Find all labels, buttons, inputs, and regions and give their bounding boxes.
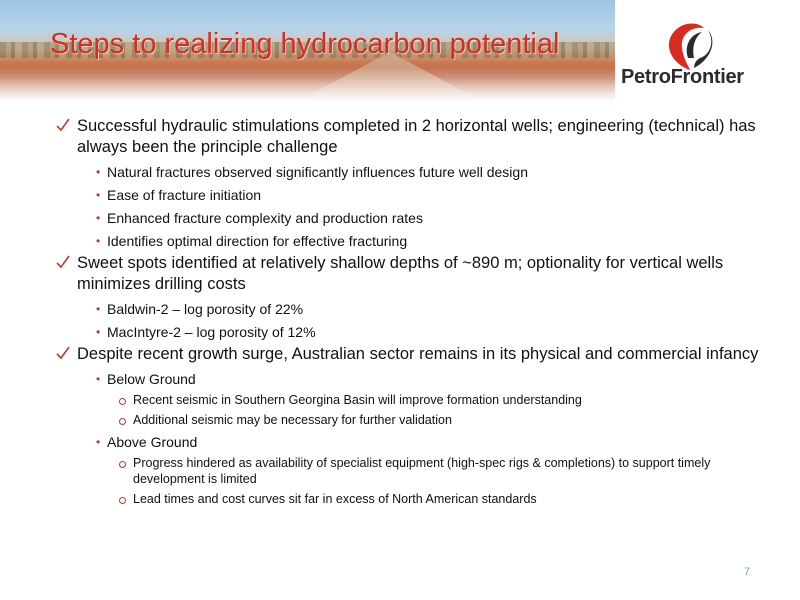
bullet-level1-item — [55, 344, 760, 365]
bullet-level3-text: Recent seismic in Southern Georgina Basin will improve formation understanding — [133, 393, 582, 407]
bullet-level1-item — [55, 253, 760, 295]
bullet-level2-text: Natural fractures observed significantly influences future well design — [107, 164, 528, 180]
checkmark-icon — [55, 117, 71, 133]
bullet-level3-text: Additional seismic may be necessary for further validation — [133, 413, 452, 427]
bullet-dot-icon: • — [96, 234, 101, 248]
bullet-level3-text: Lead times and cost curves sit far in excess of North American standards — [133, 492, 537, 506]
ring-bullet-icon — [119, 398, 126, 405]
bullet-level1-item — [55, 116, 760, 158]
checkmark-icon — [55, 345, 71, 361]
bullet-level3-item — [55, 412, 760, 428]
bullet-level2-text: MacIntyre-2 – log porosity of 12% — [107, 324, 316, 340]
bullet-dot-icon: • — [96, 188, 101, 202]
bullet-level3-item — [55, 491, 760, 507]
checkmark-icon — [55, 254, 71, 270]
bullet-level1-text: Successful hydraulic stimulations completed in 2 horizontal wells; engineering (technical) has always been the principle challenge — [77, 117, 756, 156]
bullet-level2-text: Ease of fracture initiation — [107, 187, 262, 203]
bullet-dot-icon: • — [96, 372, 101, 386]
ring-bullet-icon — [119, 461, 126, 468]
ring-bullet-icon — [119, 418, 126, 425]
bullet-level2-text: Identifies optimal direction for effective fracturing — [107, 233, 408, 249]
bullet-level2-item — [55, 323, 760, 341]
bullet-list — [55, 113, 760, 507]
bullet-level2-item — [55, 232, 760, 250]
page-number: 7 — [744, 566, 751, 578]
bullet-dot-icon: • — [96, 435, 101, 449]
bullet-dot-icon: • — [96, 325, 101, 339]
bullet-level2-item — [55, 433, 760, 451]
bullet-level2-item — [55, 370, 760, 388]
bullet-level2-item — [55, 209, 760, 227]
bullet-dot-icon: • — [96, 165, 101, 179]
bullet-level2-text: Enhanced fracture complexity and production rates — [107, 210, 423, 226]
bullet-level2-item — [55, 186, 760, 204]
banner-fade — [0, 68, 615, 100]
bullet-level2-item — [55, 300, 760, 318]
bullet-level3-item — [55, 392, 760, 408]
ring-bullet-icon — [119, 497, 126, 504]
bullet-level2-text: Below Ground — [107, 371, 196, 387]
bullet-level3-text: Progress hindered as availability of specialist equipment (high-spec rigs & completions) to support timely development is limited — [133, 456, 711, 486]
bullet-level1-text: Despite recent growth surge, Australian sector remains in its physical and commercial infancy — [77, 345, 759, 363]
bullet-level2-text: Baldwin-2 – log porosity of 22% — [107, 301, 304, 317]
bullet-dot-icon: • — [96, 302, 101, 316]
bullet-level1-text: Sweet spots identified at relatively shallow depths of ~890 m; optionality for vertical wells minimizes drilling costs — [77, 254, 724, 293]
bullet-level2-item — [55, 163, 760, 181]
bullet-level2-text: Above Ground — [107, 434, 198, 450]
bullet-level3-item — [55, 455, 760, 487]
bullet-dot-icon: • — [96, 211, 101, 225]
logo-wordmark: PetroFrontier — [621, 66, 744, 88]
slide-title: Steps to realizing hydrocarbon potential — [50, 28, 560, 60]
